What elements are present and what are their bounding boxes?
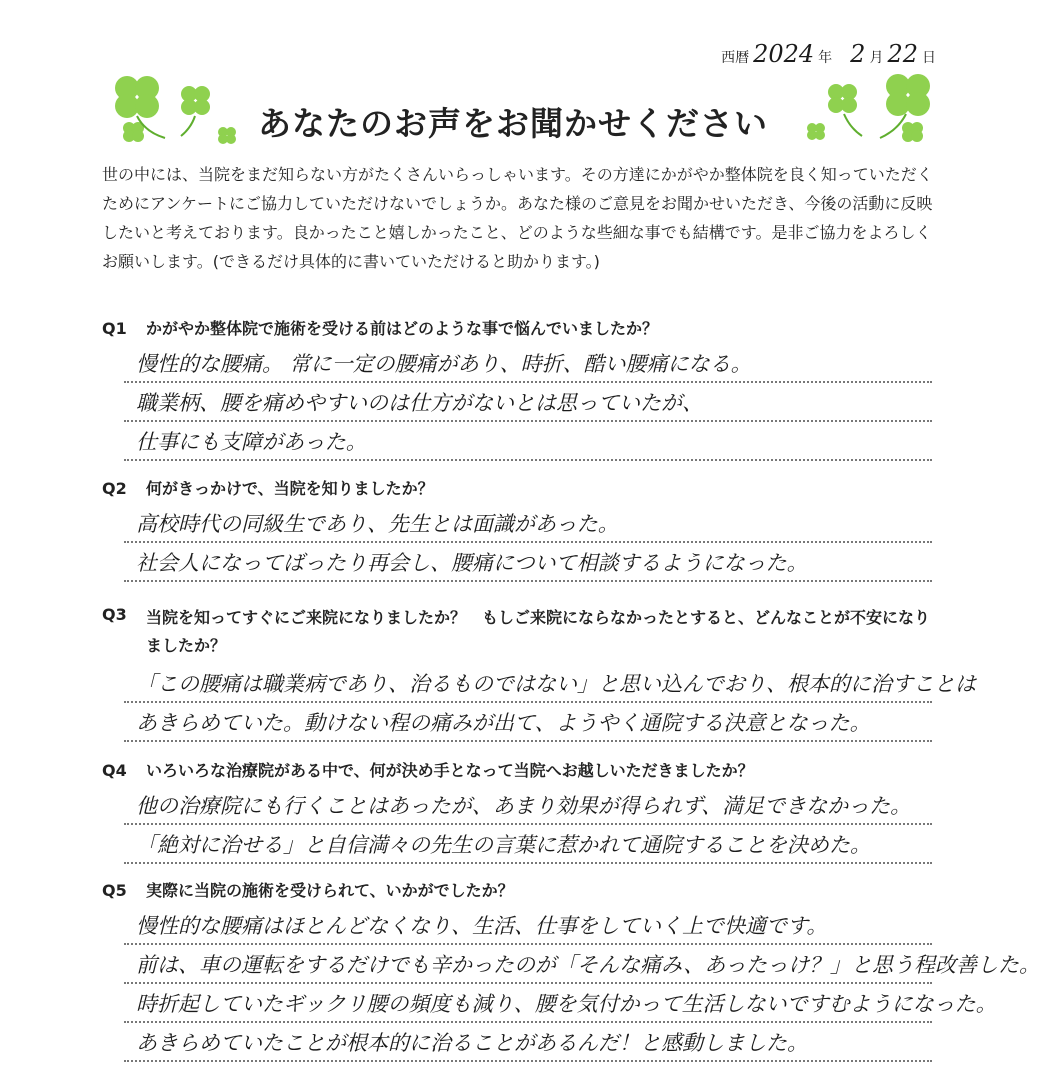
question-number: Q5 <box>102 881 127 900</box>
question-number: Q4 <box>102 761 127 780</box>
question-q1 <box>102 318 932 461</box>
answer-line: 職業柄、腰を痛めやすいのは仕方がないとは思っていたが、 <box>124 383 932 422</box>
answer-line: 前は、車の運転をするだけでも辛かったのが「そんな痛み、あったっけ？」と思う程改善した。 <box>124 945 932 984</box>
question-number: Q2 <box>102 479 127 498</box>
question-text: 当院を知ってすぐにご来院になりましたか？ もしご来院にならなかったとすると、どんなことが不安になりましたか？ <box>146 608 931 655</box>
intro-paragraph: 世の中には、当院をまだ知らない方がたくさんいらっしゃいます。その方達にかがやか整体院を良く知っていただくためにアンケートにご協力していただけないでしょうか。あなた様のご意見をお聞かせいただき、今後の活動に反映したいと考えております。良かったこと嬉しかったこと、どのような些細な事でも結構です。是非ご協力をよろしくお願いします。(できるだけ具体的に書いていただけると助かります。) <box>102 165 933 271</box>
era-label: 西暦 <box>721 50 750 66</box>
question-text: 実際に当院の施術を受けられて、いかがでしたか？ <box>146 881 514 900</box>
question-text: いろいろな治療院がある中で、何が決め手となって当院へお越しいただきましたか？ <box>146 761 754 780</box>
answer-line: 「この腰痛は職業病であり、治るものではない」と思い込んでおり、根本的に治すことは <box>124 664 932 703</box>
year-unit: 年 <box>818 50 833 66</box>
answer-line: 時折起していたギックリ腰の頻度も減り、腰を気付かって生活しないですむようになった。 <box>124 984 932 1023</box>
day-value: 22 <box>887 40 918 68</box>
answer-line: あきらめていたことが根本的に治ることがあるんだ！と感動しました。 <box>124 1023 932 1062</box>
question-number: Q1 <box>102 319 127 338</box>
answer-line: 社会人になってばったり再会し、腰痛について相談するようになった。 <box>124 543 932 582</box>
month-unit: 月 <box>869 50 884 66</box>
answer-line: 仕事にも支障があった。 <box>124 422 932 461</box>
answer-line: 高校時代の同級生であり、先生とは面識があった。 <box>124 504 932 543</box>
question-q5 <box>102 880 1040 1062</box>
question-q3 <box>102 604 976 742</box>
year-value: 2024 <box>753 40 815 68</box>
answer-line: あきらめていた。動けない程の痛みが出て、ようやく通院する決意となった。 <box>124 703 932 742</box>
question-q4 <box>102 760 932 864</box>
survey-title: あなたのお声をお聞かせください <box>258 104 768 143</box>
month-value: 2 <box>850 40 866 68</box>
question-text: かがやか整体院で施術を受ける前はどのような事で悩んでいましたか？ <box>146 319 659 338</box>
answer-line: 他の治療院にも行くことはあったが、あまり効果が得られず、満足できなかった。 <box>124 786 932 825</box>
answer-line: 慢性的な腰痛。 常に一定の腰痛があり、時折、酷い腰痛になる。 <box>124 344 932 383</box>
survey-date <box>721 40 936 68</box>
day-unit: 日 <box>922 50 936 66</box>
answer-line: 「絶対に治せる」と自信満々の先生の言葉に惹かれて通院することを決めた。 <box>124 825 932 864</box>
answer-line: 慢性的な腰痛はほとんどなくなり、生活、仕事をしていく上で快適です。 <box>124 906 932 945</box>
question-number: Q3 <box>102 605 127 624</box>
question-text: 何がきっかけで、当院を知りましたか？ <box>146 479 434 498</box>
question-q2 <box>102 478 932 582</box>
